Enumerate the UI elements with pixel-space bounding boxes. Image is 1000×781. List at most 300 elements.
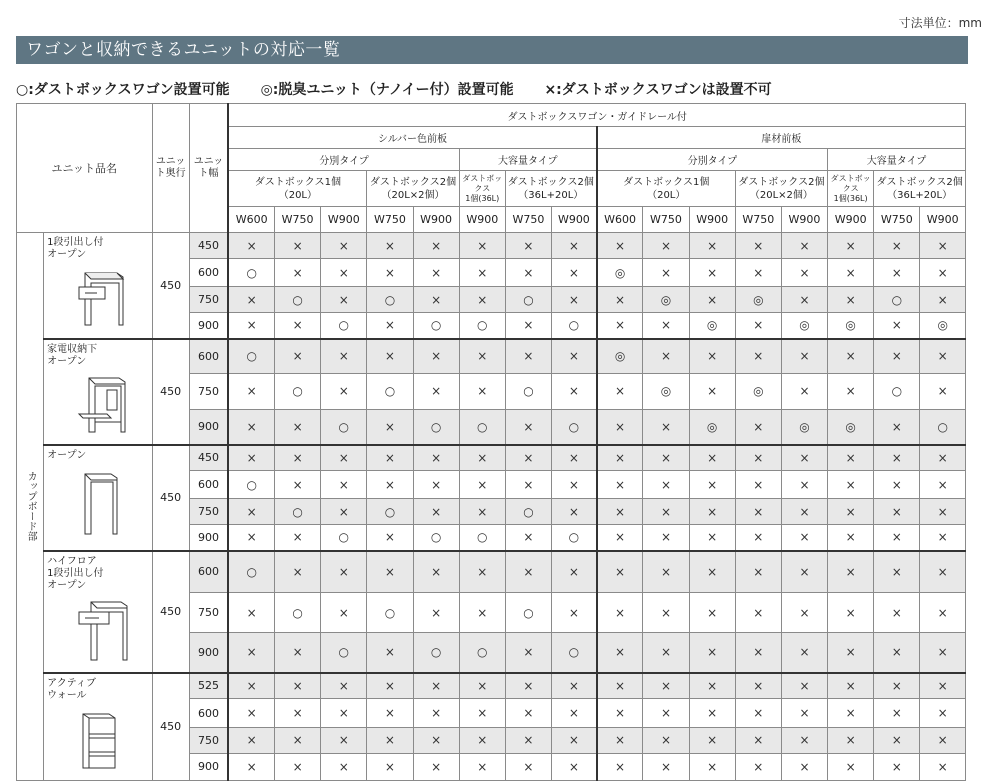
compatibility-mark: ×	[643, 445, 689, 471]
compatibility-mark: ×	[735, 673, 781, 699]
compatibility-mark: ×	[321, 499, 367, 525]
compatibility-mark: ×	[552, 727, 597, 753]
unit-width-value: 525	[189, 673, 228, 699]
compatibility-mark: ×	[367, 339, 413, 374]
compatibility-mark: ○	[367, 499, 413, 525]
compatibility-mark: ×	[413, 499, 459, 525]
compatibility-mark: ×	[597, 233, 643, 259]
compatibility-mark: ○	[552, 525, 597, 551]
unit-width-header: ユニット幅	[189, 104, 228, 233]
compatibility-mark: ×	[413, 374, 459, 409]
table-body	[17, 233, 966, 781]
compatibility-mark: ×	[735, 471, 781, 499]
compatibility-mark: ×	[413, 754, 459, 780]
compatibility-mark: ×	[689, 499, 735, 525]
compatibility-mark: ×	[413, 259, 459, 287]
compatibility-mark: ×	[689, 593, 735, 633]
product-name: 家電収納下 オープン	[47, 343, 98, 367]
compatibility-mark: ×	[828, 525, 874, 551]
wagon-width-header: W750	[874, 207, 920, 233]
compatibility-mark: ×	[275, 754, 321, 780]
silver-db1-header: ダストボックス1個 （20L）	[228, 171, 367, 207]
wagon-width-header: W900	[828, 207, 874, 233]
compatibility-mark: ×	[552, 339, 597, 374]
compatibility-mark: ×	[920, 754, 966, 780]
compatibility-mark: ◎	[920, 313, 966, 339]
compatibility-mark: ×	[735, 699, 781, 727]
compatibility-mark: ×	[920, 259, 966, 287]
compatibility-mark: ×	[689, 754, 735, 780]
compatibility-mark: ×	[321, 259, 367, 287]
unit-width-value: 900	[189, 313, 228, 339]
highfloor-drawer-cabinet-icon	[77, 598, 148, 668]
compatibility-mark: ×	[552, 699, 597, 727]
compatibility-mark: ×	[874, 445, 920, 471]
compatibility-mark: ×	[689, 233, 735, 259]
compatibility-mark: ×	[367, 313, 413, 339]
compatibility-mark: ×	[828, 551, 874, 593]
unit-depth-value: 450	[152, 551, 189, 673]
unit-depth-value: 450	[152, 233, 189, 339]
compatibility-mark: ×	[275, 673, 321, 699]
compatibility-mark: ×	[643, 233, 689, 259]
compatibility-mark: ◎	[597, 259, 643, 287]
compatibility-mark: ○	[367, 374, 413, 409]
compatibility-mark: ×	[597, 313, 643, 339]
compatibility-mark: ×	[920, 471, 966, 499]
compatibility-mark: ×	[552, 593, 597, 633]
compatibility-mark: ◎	[597, 339, 643, 374]
compatibility-mark: ×	[413, 287, 459, 313]
compatibility-mark: ◎	[643, 287, 689, 313]
compatibility-mark: ×	[321, 233, 367, 259]
compatibility-mark: ×	[828, 633, 874, 673]
unit-width-value: 600	[189, 551, 228, 593]
compatibility-mark: ×	[781, 233, 827, 259]
compatibility-mark: ◎	[828, 313, 874, 339]
wagon-width-header: W900	[459, 207, 505, 233]
compatibility-mark: ○	[413, 313, 459, 339]
silver-separate-header: 分別タイプ	[228, 149, 459, 171]
door-db1-header: ダストボックス1個 （20L）	[597, 171, 736, 207]
compatibility-mark: ×	[413, 593, 459, 633]
legend-available: ○:ダストボックスワゴン設置可能	[16, 82, 230, 98]
compatibility-mark: ×	[275, 699, 321, 727]
compatibility-mark: ○	[552, 313, 597, 339]
door-db1-36-header: ダストボックス 1個(36L)	[828, 171, 874, 207]
wagon-width-header: W750	[275, 207, 321, 233]
unit-width-value: 600	[189, 339, 228, 374]
compatibility-mark: ×	[874, 471, 920, 499]
compatibility-mark: ×	[781, 374, 827, 409]
unit-depth-value: 450	[152, 339, 189, 445]
wagon-width-header: W750	[505, 207, 551, 233]
unit-depth-value: 450	[152, 673, 189, 781]
unit-width-value: 450	[189, 445, 228, 471]
compatibility-mark: ×	[597, 374, 643, 409]
compatibility-mark: ×	[505, 551, 551, 593]
legend	[16, 79, 798, 99]
compatibility-mark: ×	[228, 313, 274, 339]
unit-note: 寸法単位：mm	[898, 16, 982, 30]
compatibility-mark: ×	[874, 313, 920, 339]
compatibility-mark: ×	[874, 593, 920, 633]
compatibility-mark: ×	[920, 593, 966, 633]
compatibility-mark: ×	[228, 409, 274, 444]
compatibility-mark: ×	[735, 233, 781, 259]
compatibility-mark: ×	[874, 699, 920, 727]
compatibility-mark: ×	[920, 374, 966, 409]
compatibility-mark: ×	[413, 339, 459, 374]
compatibility-mark: ×	[275, 259, 321, 287]
compatibility-mark: ×	[828, 287, 874, 313]
compatibility-mark: ×	[828, 374, 874, 409]
wagon-width-header: W900	[781, 207, 827, 233]
compatibility-mark: ○	[413, 409, 459, 444]
compatibility-mark: ×	[781, 633, 827, 673]
compatibility-mark: ×	[459, 499, 505, 525]
compatibility-mark: ○	[552, 409, 597, 444]
page-title: ワゴンと収納できるユニットの対応一覧	[16, 36, 968, 64]
compatibility-mark: ○	[505, 374, 551, 409]
compatibility-mark: ×	[459, 754, 505, 780]
compatibility-mark: ×	[505, 471, 551, 499]
compatibility-mark: ×	[505, 633, 551, 673]
product-cell	[44, 551, 152, 673]
wagon-header: ダストボックスワゴン・ガイドレール付	[228, 104, 965, 127]
unit-width-value: 750	[189, 499, 228, 525]
compatibility-mark: ×	[828, 445, 874, 471]
compatibility-mark: ×	[413, 551, 459, 593]
compatibility-mark: ○	[505, 287, 551, 313]
compatibility-mark: ×	[643, 551, 689, 593]
compatibility-mark: ×	[689, 525, 735, 551]
compatibility-mark: ×	[597, 471, 643, 499]
compatibility-mark: ×	[920, 633, 966, 673]
compatibility-mark: ○	[228, 259, 274, 287]
compatibility-mark: ×	[828, 754, 874, 780]
compatibility-mark: ×	[874, 727, 920, 753]
compatibility-mark: ×	[874, 409, 920, 444]
compatibility-mark: ×	[275, 727, 321, 753]
compatibility-mark: ○	[459, 409, 505, 444]
compatibility-mark: ×	[367, 699, 413, 727]
compatibility-mark: ×	[275, 313, 321, 339]
compatibility-mark: ×	[552, 259, 597, 287]
compatibility-mark: ×	[321, 727, 367, 753]
compatibility-mark: ×	[321, 287, 367, 313]
unit-width-value: 900	[189, 409, 228, 444]
compatibility-mark: ×	[874, 551, 920, 593]
compatibility-mark: ×	[781, 259, 827, 287]
compatibility-mark: ×	[828, 699, 874, 727]
product-name: オープン	[47, 449, 87, 461]
compatibility-mark: ×	[367, 551, 413, 593]
silver-db1-36-header: ダストボックス 1個(36L)	[459, 171, 505, 207]
compatibility-mark: ×	[689, 287, 735, 313]
compatibility-mark: ×	[275, 233, 321, 259]
compatibility-mark: ×	[413, 233, 459, 259]
compatibility-mark: ×	[597, 754, 643, 780]
compatibility-mark: ×	[597, 551, 643, 593]
silver-large-header: 大容量タイプ	[459, 149, 597, 171]
compatibility-mark: ×	[597, 727, 643, 753]
door-db2-header: ダストボックス2個 （20L×2個）	[735, 171, 827, 207]
compatibility-mark: ×	[781, 287, 827, 313]
compatibility-mark: ×	[920, 551, 966, 593]
compatibility-mark: ×	[321, 754, 367, 780]
compatibility-mark: ×	[505, 409, 551, 444]
compatibility-mark: ○	[459, 313, 505, 339]
wagon-width-header: W900	[552, 207, 597, 233]
compatibility-mark: ×	[597, 409, 643, 444]
compatibility-mark: ◎	[781, 409, 827, 444]
compatibility-mark: ○	[275, 287, 321, 313]
compatibility-mark: ×	[689, 699, 735, 727]
unit-width-value: 750	[189, 374, 228, 409]
compatibility-mark: ×	[505, 233, 551, 259]
product-name: ハイフロア 1段引出し付 オープン	[47, 555, 104, 591]
compatibility-mark: ×	[275, 551, 321, 593]
compatibility-mark: ◎	[689, 313, 735, 339]
compatibility-mark: ×	[228, 499, 274, 525]
compatibility-mark: ○	[413, 525, 459, 551]
wagon-width-header: W900	[689, 207, 735, 233]
compatibility-mark: ×	[920, 233, 966, 259]
compatibility-mark: ×	[321, 551, 367, 593]
compatibility-mark: ×	[597, 525, 643, 551]
compatibility-mark: ×	[689, 445, 735, 471]
compatibility-mark: ×	[228, 633, 274, 673]
compatibility-mark: ×	[552, 374, 597, 409]
compatibility-mark: ○	[228, 339, 274, 374]
compatibility-mark: ○	[505, 499, 551, 525]
compatibility-mark: ×	[920, 699, 966, 727]
compatibility-mark: ×	[459, 471, 505, 499]
compatibility-mark: ×	[228, 727, 274, 753]
compatibility-mark: ◎	[828, 409, 874, 444]
door-front-header: 扉材前板	[597, 127, 966, 149]
compatibility-mark: ×	[367, 754, 413, 780]
compatibility-mark: ×	[689, 673, 735, 699]
compatibility-mark: ×	[597, 673, 643, 699]
compatibility-mark: ×	[505, 699, 551, 727]
compatibility-mark: ×	[228, 754, 274, 780]
compatibility-mark: ×	[781, 499, 827, 525]
compatibility-mark: ×	[228, 233, 274, 259]
compatibility-mark: ×	[735, 445, 781, 471]
compatibility-mark: ×	[228, 525, 274, 551]
compatibility-mark: ×	[735, 525, 781, 551]
wagon-width-header: W750	[643, 207, 689, 233]
wagon-width-header: W750	[735, 207, 781, 233]
compatibility-mark: ×	[275, 471, 321, 499]
compatibility-mark: ×	[552, 551, 597, 593]
compatibility-mark: ×	[689, 551, 735, 593]
compatibility-mark: ×	[552, 471, 597, 499]
compatibility-mark: ×	[367, 471, 413, 499]
product-cell	[44, 445, 152, 551]
compatibility-mark: ×	[459, 551, 505, 593]
compatibility-mark: ×	[228, 374, 274, 409]
compatibility-mark: ×	[275, 633, 321, 673]
compatibility-mark: ×	[275, 525, 321, 551]
compatibility-mark: ○	[459, 633, 505, 673]
wagon-width-header: W900	[920, 207, 966, 233]
table-row	[17, 673, 966, 699]
compatibility-mark: ×	[735, 593, 781, 633]
compatibility-mark: ×	[505, 259, 551, 287]
compatibility-mark: ×	[367, 233, 413, 259]
compatibility-mark: ×	[828, 727, 874, 753]
compatibility-mark: ×	[689, 259, 735, 287]
compatibility-mark: ×	[920, 727, 966, 753]
compatibility-mark: ×	[321, 339, 367, 374]
compatibility-mark: ×	[781, 673, 827, 699]
table-row	[17, 551, 966, 593]
compatibility-table	[16, 103, 966, 781]
compatibility-mark: ×	[275, 339, 321, 374]
compatibility-mark: ×	[874, 673, 920, 699]
compatibility-mark: ×	[689, 727, 735, 753]
compatibility-mark: ×	[643, 673, 689, 699]
compatibility-mark: ×	[459, 699, 505, 727]
table-row	[17, 445, 966, 471]
compatibility-mark: ○	[321, 409, 367, 444]
unit-width-value: 900	[189, 633, 228, 673]
compatibility-mark: ×	[781, 699, 827, 727]
compatibility-mark: ◎	[781, 313, 827, 339]
compatibility-mark: ×	[689, 374, 735, 409]
compatibility-mark: ×	[459, 673, 505, 699]
compatibility-mark: ×	[505, 727, 551, 753]
compatibility-mark: ×	[828, 593, 874, 633]
compatibility-mark: ×	[874, 525, 920, 551]
compatibility-mark: ×	[735, 727, 781, 753]
compatibility-mark: ×	[367, 673, 413, 699]
compatibility-mark: ×	[874, 233, 920, 259]
compatibility-mark: ×	[643, 727, 689, 753]
unit-width-value: 450	[189, 233, 228, 259]
compatibility-mark: ×	[735, 313, 781, 339]
compatibility-mark: ×	[367, 259, 413, 287]
compatibility-mark: ×	[505, 673, 551, 699]
compatibility-mark: ×	[505, 313, 551, 339]
compatibility-mark: ×	[597, 699, 643, 727]
legend-not-available: ×:ダストボックスワゴンは設置不可	[544, 82, 772, 98]
compatibility-mark: ×	[459, 339, 505, 374]
compatibility-mark: ×	[597, 593, 643, 633]
compatibility-mark: ○	[275, 593, 321, 633]
compatibility-mark: ×	[828, 339, 874, 374]
wagon-width-header: W900	[321, 207, 367, 233]
compatibility-mark: ◎	[689, 409, 735, 444]
compatibility-mark: ×	[874, 259, 920, 287]
compatibility-mark: ×	[643, 754, 689, 780]
compatibility-mark: ×	[828, 259, 874, 287]
compatibility-mark: ×	[689, 339, 735, 374]
compatibility-mark: ◎	[643, 374, 689, 409]
compatibility-mark: ×	[781, 445, 827, 471]
wagon-width-header: W600	[228, 207, 274, 233]
compatibility-mark: ×	[643, 699, 689, 727]
compatibility-mark: ×	[275, 409, 321, 444]
compatibility-mark: ×	[228, 287, 274, 313]
wagon-width-header: W600	[597, 207, 643, 233]
compatibility-mark: ×	[643, 313, 689, 339]
compatibility-mark: ○	[874, 287, 920, 313]
unit-width-value: 750	[189, 727, 228, 753]
compatibility-mark: ×	[735, 259, 781, 287]
compatibility-mark: ○	[321, 313, 367, 339]
silver-front-header: シルバー色前板	[228, 127, 596, 149]
unit-width-value: 900	[189, 754, 228, 780]
compatibility-mark: ×	[459, 445, 505, 471]
compatibility-mark: ×	[828, 673, 874, 699]
compatibility-mark: ×	[920, 445, 966, 471]
compatibility-mark: ○	[920, 409, 966, 444]
compatibility-mark: ×	[735, 633, 781, 673]
compatibility-mark: ×	[828, 471, 874, 499]
compatibility-mark: ×	[781, 525, 827, 551]
table-row	[17, 339, 966, 374]
compatibility-mark: ○	[874, 374, 920, 409]
table-row	[17, 233, 966, 259]
compatibility-mark: ×	[367, 633, 413, 673]
compatibility-mark: ×	[781, 339, 827, 374]
compatibility-mark: ×	[367, 409, 413, 444]
unit-depth-header: ユニット奥行	[152, 104, 189, 233]
compatibility-mark: ×	[643, 525, 689, 551]
compatibility-mark: ×	[643, 471, 689, 499]
silver-db2-header: ダストボックス2個 （20L×2個）	[367, 171, 459, 207]
compatibility-mark: ×	[643, 409, 689, 444]
compatibility-mark: ×	[321, 445, 367, 471]
active-wall-shelf-icon	[77, 708, 148, 776]
compatibility-mark: ×	[920, 673, 966, 699]
compatibility-mark: ×	[920, 287, 966, 313]
compatibility-mark: ×	[552, 233, 597, 259]
compatibility-mark: ○	[321, 525, 367, 551]
compatibility-mark: ×	[552, 499, 597, 525]
unit-width-value: 600	[189, 471, 228, 499]
compatibility-mark: ×	[505, 525, 551, 551]
compatibility-mark: ×	[459, 233, 505, 259]
compatibility-mark: ×	[413, 727, 459, 753]
compatibility-mark: ×	[413, 673, 459, 699]
compatibility-mark: ○	[321, 633, 367, 673]
compatibility-mark: ×	[781, 593, 827, 633]
compatibility-mark: ×	[828, 233, 874, 259]
compatibility-mark: ×	[505, 339, 551, 374]
compatibility-mark: ○	[367, 287, 413, 313]
compatibility-mark: ×	[367, 445, 413, 471]
compatibility-mark: ×	[643, 499, 689, 525]
compatibility-mark: ×	[874, 499, 920, 525]
compatibility-mark: ×	[920, 499, 966, 525]
open-cabinet-icon	[77, 468, 148, 542]
compatibility-mark: ×	[459, 374, 505, 409]
compatibility-mark: ×	[597, 445, 643, 471]
compatibility-mark: ×	[228, 445, 274, 471]
compatibility-mark: ×	[781, 471, 827, 499]
unit-width-value: 600	[189, 259, 228, 287]
compatibility-mark: ○	[228, 551, 274, 593]
compatibility-mark: ×	[689, 633, 735, 673]
appliance-open-cabinet-icon	[77, 374, 148, 440]
unit-depth-value: 450	[152, 445, 189, 551]
product-name: 1段引出し付 オープン	[47, 237, 104, 260]
